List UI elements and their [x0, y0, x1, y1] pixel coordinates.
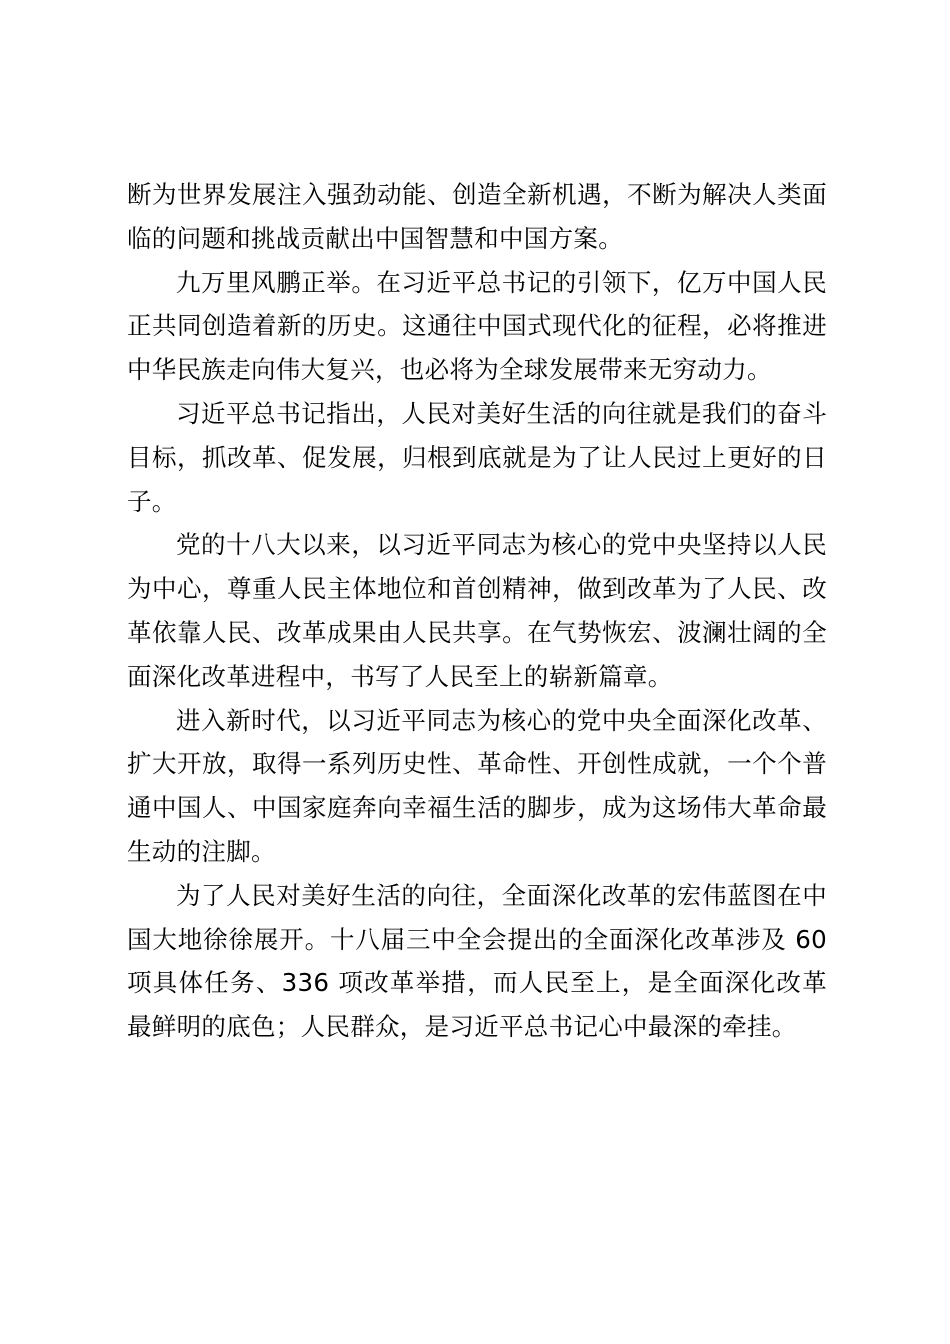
paragraph-5: 进入新时代，以习近平同志为核心的党中央全面深化改革、扩大开放，取得一系列历史性、革命性、开创性成就，一个个普通中国人、中国家庭奔向幸福生活的脚步，成为这场伟大革命最生动的注脚。: [127, 705, 827, 866]
paragraph-1: 断为世界发展注入强劲动能、创造全新机遇，不断为解决人类面临的问题和挑战贡献出中国智慧和中国方案。: [127, 180, 827, 253]
article-body: [127, 173, 827, 1049]
paragraph-3: 习近平总书记指出，人民对美好生活的向往就是我们的奋斗目标，抓改革、促发展，归根到底就是为了让人民过上更好的日子。: [127, 398, 827, 516]
paragraph-4: 党的十八大以来，以习近平同志为核心的党中央坚持以人民为中心，尊重人民主体地位和首创精神，做到改革为了人民、改革依靠人民、改革成果由人民共享。在气势恢宏、波澜壮阔的全面深化改革进程中，书写了人民至上的崭新篇章。: [127, 530, 827, 691]
paragraph-2: 九万里风鹏正举。在习近平总书记的引领下，亿万中国人民正共同创造着新的历史。这通往中国式现代化的征程，必将推进中华民族走向伟大复兴，也必将为全球发展带来无穷动力。: [127, 267, 827, 385]
paragraph-6: 为了人民对美好生活的向往，全面深化改革的宏伟蓝图在中国大地徐徐展开。十八届三中全会提出的全面深化改革涉及 60 项具体任务、336 项改革举措，而人民至上，是全面深化改革最鲜明的底色；人民群众，是习近平总书记心中最深的牵挂。: [127, 880, 827, 1042]
